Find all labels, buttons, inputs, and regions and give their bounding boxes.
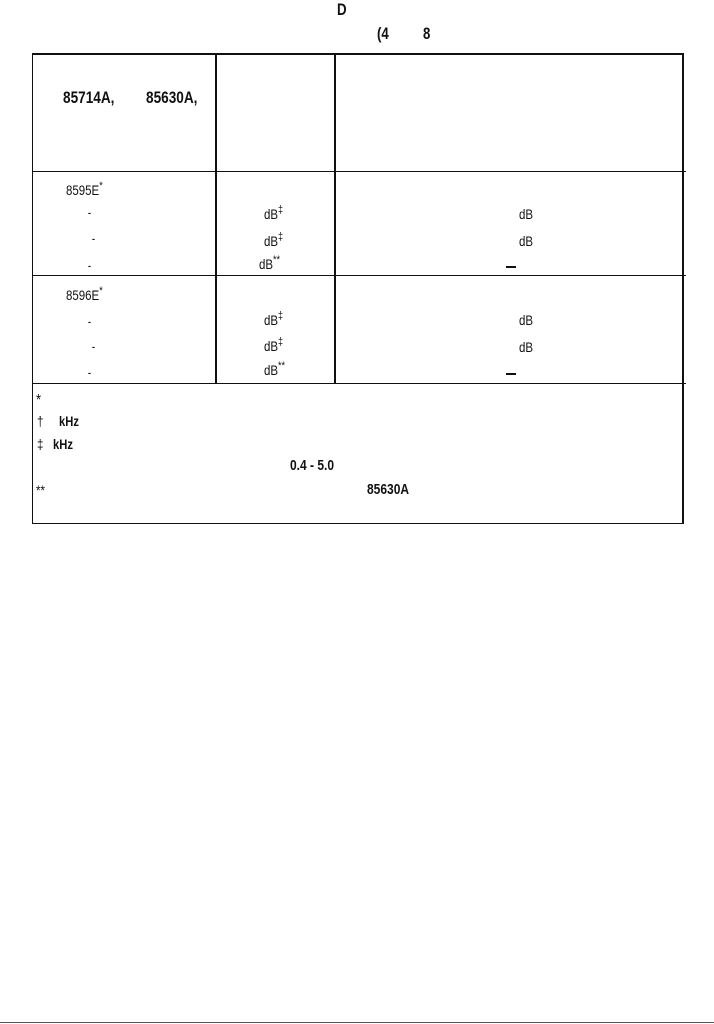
group1-row2-mid-mark: ‡ bbox=[278, 231, 284, 243]
header-paren-fragment: (4 bbox=[377, 24, 389, 43]
group1-row1-tick: - bbox=[88, 208, 91, 218]
group1-label-text: 8595E bbox=[66, 182, 100, 198]
specification-table bbox=[32, 53, 684, 524]
column-separator-1 bbox=[215, 55, 217, 384]
group1-row2-mid-text: dB bbox=[264, 233, 279, 249]
row-separator-3 bbox=[32, 383, 686, 384]
footnote-ddagger: ‡ bbox=[37, 436, 44, 452]
group2-row2-mid-mark: ‡ bbox=[278, 336, 284, 348]
group1-row3-mid bbox=[259, 256, 280, 272]
header-letter: D bbox=[337, 0, 347, 19]
group2-row1-mid-text: dB bbox=[264, 312, 279, 328]
group2-row3-mid-text: dB bbox=[264, 362, 279, 378]
footnote-range: 0.4 - 5.0 bbox=[290, 457, 335, 474]
group2-row3-tick: - bbox=[88, 368, 91, 378]
group2-row2-mid bbox=[264, 338, 283, 354]
group1-row2-tick: - bbox=[92, 234, 95, 244]
heading-model-b: 85630A, bbox=[146, 88, 198, 107]
footnote-dagger-text: kHz bbox=[59, 413, 79, 429]
group2-row1-mid bbox=[264, 312, 283, 328]
footnote-model-ref: 85630A bbox=[367, 481, 410, 498]
heading-model-a: 85714A, bbox=[63, 88, 115, 107]
group2-row1-right: dB bbox=[519, 312, 534, 328]
group1-row2-mid bbox=[264, 233, 283, 249]
group1-row1-mid bbox=[264, 206, 283, 222]
footnote-double-star: ** bbox=[36, 482, 45, 498]
column-separator-2 bbox=[334, 55, 336, 384]
group2-row1-mid-mark: ‡ bbox=[278, 310, 284, 322]
group1-row3-tick: - bbox=[88, 261, 91, 271]
header-digit-fragment: 8 bbox=[423, 24, 431, 43]
group1-row3-right-dash bbox=[506, 266, 516, 268]
group1-label-mark: * bbox=[99, 180, 103, 192]
group1-row1-mid-mark: ‡ bbox=[278, 204, 284, 216]
group2-row2-mid-text: dB bbox=[264, 338, 279, 354]
group1-label bbox=[66, 182, 103, 198]
group2-row3-right-dash bbox=[506, 373, 516, 375]
group1-row1-mid-text: dB bbox=[264, 206, 279, 222]
group2-row1-tick: - bbox=[88, 317, 91, 327]
footnote-star: * bbox=[36, 392, 42, 409]
row-separator-1 bbox=[32, 171, 686, 172]
group2-row3-mid-mark: ** bbox=[278, 360, 286, 372]
page-bottom-rule bbox=[0, 1022, 714, 1023]
group2-label-mark: * bbox=[99, 285, 103, 297]
group1-row3-mid-mark: ** bbox=[273, 254, 281, 266]
group2-row2-tick: - bbox=[92, 342, 95, 352]
group2-label-text: 8596E bbox=[66, 287, 100, 303]
group1-row1-right: dB bbox=[519, 206, 534, 222]
group2-row2-right: dB bbox=[519, 339, 534, 355]
group2-row3-mid bbox=[264, 362, 285, 378]
group1-row3-mid-text: dB bbox=[259, 256, 274, 272]
group1-row2-right: dB bbox=[519, 233, 534, 249]
footnote-dagger: † bbox=[37, 413, 44, 429]
group2-label bbox=[66, 287, 103, 303]
footnote-ddagger-text: kHz bbox=[53, 436, 73, 452]
row-separator-2 bbox=[32, 275, 686, 276]
